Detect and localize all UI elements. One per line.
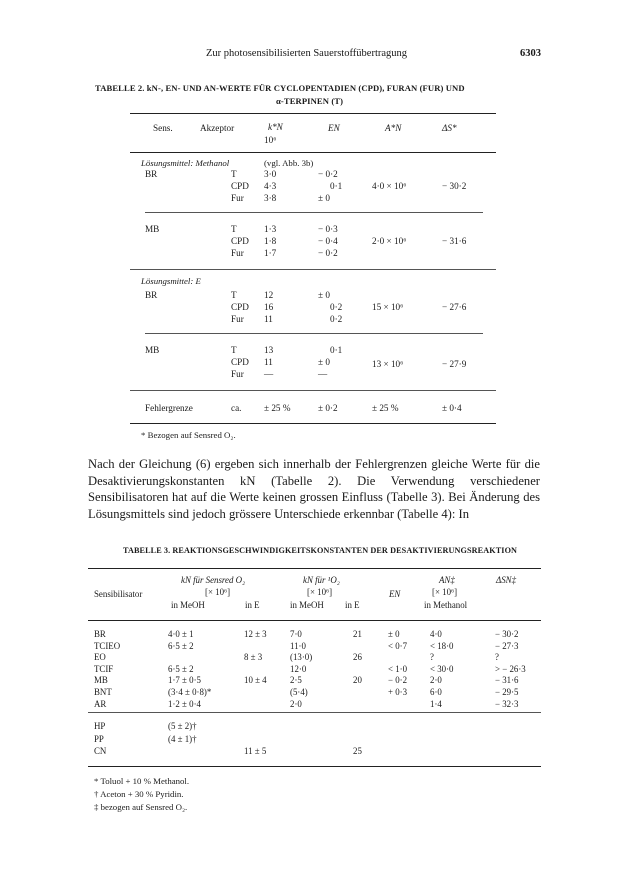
- t2-error-kn: ± 25 %: [264, 403, 291, 413]
- t2-header-kn-unit: 10⁶: [264, 135, 277, 145]
- t3-r6-sens: BNT: [94, 687, 112, 697]
- t3-r1-en: ± 0: [388, 629, 400, 639]
- t3-r5-kno2-e: 20: [353, 675, 362, 686]
- t3-r4-sens: TCIF: [94, 663, 114, 674]
- t2-error-an: ± 25 %: [372, 403, 399, 413]
- t3-header-ine2: in E: [345, 600, 360, 610]
- t2-b1-an: 4·0 × 10⁶: [372, 181, 407, 191]
- t2-error-en: ± 0·2: [318, 403, 338, 413]
- t2-b2-r3-kn: 1·7: [264, 248, 277, 258]
- t3-r1-kn-meoh: 4·0 ± 1: [168, 629, 194, 639]
- t3-r1-an: 4·0: [430, 629, 442, 639]
- t2-b2-ds: − 31·6: [442, 236, 467, 246]
- t2-section-methanol-note: (vgl. Abb. 3b): [264, 158, 314, 168]
- t3-header-meoh: in MeOH: [171, 600, 205, 610]
- t2-error-ca: ca.: [231, 403, 242, 413]
- t3-header-meoh2: in MeOH: [290, 600, 324, 610]
- t2-header-ds: ΔS*: [442, 123, 457, 133]
- t2-error-ds: ± 0·4: [442, 403, 462, 413]
- t3-r5-en: − 0·2: [388, 675, 408, 686]
- t2-b4-r3-akz: Fur: [231, 369, 244, 379]
- t2-b2-r1-akz: T: [231, 224, 237, 234]
- running-header-title: Zur photosensibilisierten Sauerstoffübertragung: [206, 48, 408, 59]
- t3b-r3-kno2-e: 25: [353, 746, 362, 756]
- t3-header-kn-o2-unit: [× 10⁶]: [307, 587, 333, 597]
- t2-b1-r3-akz: Fur: [231, 193, 244, 203]
- t3b-r2-kn-meoh: (4 ± 1)†: [168, 733, 197, 744]
- body-paragraph-text: Nach der Gleichung (6) ergeben sich innerhalb der Fehlergrenzen gleiche Werte für die Desaktivierungskonstanten kN (Tabelle 2). Die Verwendung verschiedener Sensibilisatoren hat auf die Werte keinen grossen Einfluss (Tabelle 3). Bei Änderung des Lösungsmittels sind jedoch grössere Unterschiede erkennbar (Tabelle 4): In: [88, 457, 540, 521]
- t3b-r2-sens: PP: [94, 733, 104, 744]
- t2-b2-sens: MB: [145, 224, 160, 234]
- t3-r3-kno2-e: 26: [353, 652, 362, 663]
- t3-footnote-3: ‡ bezogen auf Sensred O₂.: [94, 802, 188, 812]
- t3-r4-en: < 1·0: [388, 663, 408, 674]
- t2-footnote: * Bezogen auf Sensred O₂.: [141, 430, 236, 440]
- t2-b3-r1-en: ± 0: [318, 290, 330, 300]
- body-paragraph: [88, 456, 540, 522]
- t2-b2-r2-en: − 0·4: [318, 236, 338, 246]
- t3-header-en: EN: [389, 589, 401, 599]
- t3-r6-ds: − 29·5: [495, 687, 519, 697]
- t2-section-methanol: Lösungsmittel: Methanol: [141, 158, 230, 168]
- t3-r2-en: < 0·7: [388, 640, 408, 651]
- t3-r6-kno2-meoh: (5·4): [290, 687, 308, 697]
- t2-b4-an: 13 × 10⁶: [372, 359, 404, 369]
- table3-caption: TABELLE 3. REAKTIONSGESCHWINDIGKEITSKONSTANTEN DER DESAKTIVIERUNGSREAKTION: [123, 546, 518, 555]
- t3-r1-kno2-meoh: 7·0: [290, 629, 302, 639]
- t2-header-kn: k*N: [268, 122, 283, 132]
- t3-r4-ds: > − 26·3: [495, 663, 526, 674]
- t2-b4-r1-kn: 13: [264, 345, 274, 355]
- t3-r2-sens: TCIEO: [94, 640, 121, 651]
- table2-caption-line2: α-TERPINEN (T): [276, 96, 344, 106]
- t2-b1-r1-akz: T: [231, 169, 237, 179]
- t3-footnote-2: † Aceton + 30 % Pyridin.: [94, 789, 184, 799]
- t3-r5-ds: − 31·6: [495, 675, 519, 686]
- t2-b4-r3-kn: —: [264, 369, 274, 379]
- t2-section-e: Lösungsmittel: E: [141, 276, 201, 286]
- t2-b1-r1-kn: 3·0: [264, 169, 277, 179]
- t3-r2-ds: − 27·3: [495, 640, 519, 651]
- t2-header-sens: Sens.: [153, 123, 173, 133]
- t2-b1-r3-en: ± 0: [318, 193, 330, 203]
- t2-error-label: Fehlergrenze: [145, 403, 193, 413]
- t2-b1-r2-en: 0·1: [330, 181, 343, 191]
- t2-b3-r2-en: 0·2: [330, 302, 343, 312]
- t2-b1-r2-kn: 4·3: [264, 181, 277, 191]
- t3-r6-an: 6·0: [430, 687, 442, 697]
- t2-b3-r1-kn: 12: [264, 290, 274, 300]
- t2-header-an: A*N: [385, 123, 402, 133]
- t3-r6-kn-meoh: (3·4 ± 0·8)*: [168, 687, 212, 697]
- t3-footnote-1: * Toluol + 10 % Methanol.: [94, 776, 190, 786]
- t2-b4-r1-akz: T: [231, 345, 237, 355]
- t2-b4-r1-en: 0·1: [330, 345, 343, 355]
- t3-r5-sens: MB: [94, 675, 108, 686]
- table2-caption-line1: TABELLE 2. kN-, EN- UND AN-WERTE FÜR CYCLOPENTADIEN (CPD), FURAN (FUR) UND: [95, 83, 465, 93]
- t2-b4-r2-en: ± 0: [318, 357, 330, 367]
- t3-header-sens: Sensibilisator: [94, 589, 143, 599]
- t3-r4-kn-meoh: 6·5 ± 2: [168, 663, 194, 674]
- t2-b4-sens: MB: [145, 345, 160, 355]
- t3b-r3-kn-e: 11 ± 5: [244, 746, 267, 756]
- t3-r3-sens: EO: [94, 652, 106, 663]
- t3-r4-an: < 30·0: [430, 663, 454, 674]
- t2-b4-r2-kn: 11: [264, 357, 273, 367]
- t2-b3-ds: − 27·6: [442, 302, 467, 312]
- t2-b1-ds: − 30·2: [442, 181, 467, 191]
- t3-r6-en: + 0·3: [388, 687, 408, 697]
- t3-r5-kn-e: 10 ± 4: [244, 675, 267, 686]
- t3-header-kn-sens-unit: [× 10⁶]: [205, 587, 231, 597]
- t3-header-kn-sens: kN für Sensred O₂: [181, 575, 246, 585]
- t3-r7-kn-meoh: 1·2 ± 0·4: [168, 698, 201, 709]
- t3-r3-ds: ?: [495, 652, 499, 663]
- t2-b3-r1-akz: T: [231, 290, 237, 300]
- t3-header-an-unit: [× 10⁶]: [432, 587, 458, 597]
- t2-b2-r1-en: − 0·3: [318, 224, 338, 234]
- t3-r2-an: < 18·0: [430, 640, 454, 651]
- t2-b2-an: 2·0 × 10⁶: [372, 236, 407, 246]
- t2-b2-r3-en: − 0·2: [318, 248, 338, 258]
- t3-r5-an: 2·0: [430, 675, 442, 686]
- t2-b3-r3-akz: Fur: [231, 314, 244, 324]
- t3-r7-sens: AR: [94, 698, 107, 709]
- t3-r7-ds: − 32·3: [495, 698, 519, 709]
- t2-b1-r3-kn: 3·8: [264, 193, 277, 203]
- t3-header-kn-o2: kN für ¹O₂: [303, 575, 340, 585]
- t3-r7-kno2-meoh: 2·0: [290, 698, 302, 709]
- t2-b4-r2-akz: CPD: [231, 357, 249, 367]
- t3-r4-kno2-meoh: 12·0: [290, 663, 307, 674]
- t2-b3-r2-kn: 16: [264, 302, 274, 312]
- t2-b1-r2-akz: CPD: [231, 181, 249, 191]
- t2-b3-r3-en: 0·2: [330, 314, 343, 324]
- t3-header-methanol: in Methanol: [424, 600, 468, 610]
- t3-r2-kn-meoh: 6·5 ± 2: [168, 640, 194, 651]
- t3-header-an: AN‡: [439, 575, 455, 585]
- t3b-r1-sens: HP: [94, 721, 106, 731]
- t3-r1-kn-e: 12 ± 3: [244, 629, 267, 639]
- t3-r5-kno2-meoh: 2·5: [290, 675, 302, 686]
- t2-header-en: EN: [328, 123, 340, 133]
- t3-header-ds: ΔSN‡: [496, 575, 517, 585]
- t2-b2-r2-kn: 1·8: [264, 236, 277, 246]
- t2-b1-r1-en: − 0·2: [318, 169, 338, 179]
- t3-r3-kn-e: 8 ± 3: [244, 652, 263, 663]
- t2-b4-r3-en: —: [318, 369, 328, 379]
- t3-r7-an: 1·4: [430, 698, 442, 709]
- t2-b4-ds: − 27·9: [442, 359, 467, 369]
- t2-b3-an: 15 × 10⁶: [372, 302, 404, 312]
- t2-b1-sens: BR: [145, 169, 158, 179]
- t2-header-akzeptor: Akzeptor: [200, 123, 235, 133]
- t3-r5-kn-meoh: 1·7 ± 0·5: [168, 675, 201, 686]
- t3-r1-kno2-e: 21: [353, 629, 362, 639]
- t3-r2-kno2-meoh: 11·0: [290, 640, 306, 651]
- t3-r1-sens: BR: [94, 629, 106, 639]
- t3b-r3-sens: CN: [94, 746, 107, 756]
- page-number: 6303: [520, 48, 541, 59]
- t2-b3-sens: BR: [145, 290, 158, 300]
- t2-b2-r3-akz: Fur: [231, 248, 244, 258]
- t3b-r1-kn-meoh: (5 ± 2)†: [168, 721, 197, 731]
- t3-header-ine: in E: [245, 600, 260, 610]
- t2-b2-r2-akz: CPD: [231, 236, 249, 246]
- t2-b3-r2-akz: CPD: [231, 302, 249, 312]
- t3-r3-an: ?: [430, 652, 434, 663]
- t3-r3-kno2-meoh: (13·0): [290, 652, 313, 663]
- t2-b2-r1-kn: 1·3: [264, 224, 277, 234]
- t3-r1-ds: − 30·2: [495, 629, 519, 639]
- t2-b3-r3-kn: 11: [264, 314, 273, 324]
